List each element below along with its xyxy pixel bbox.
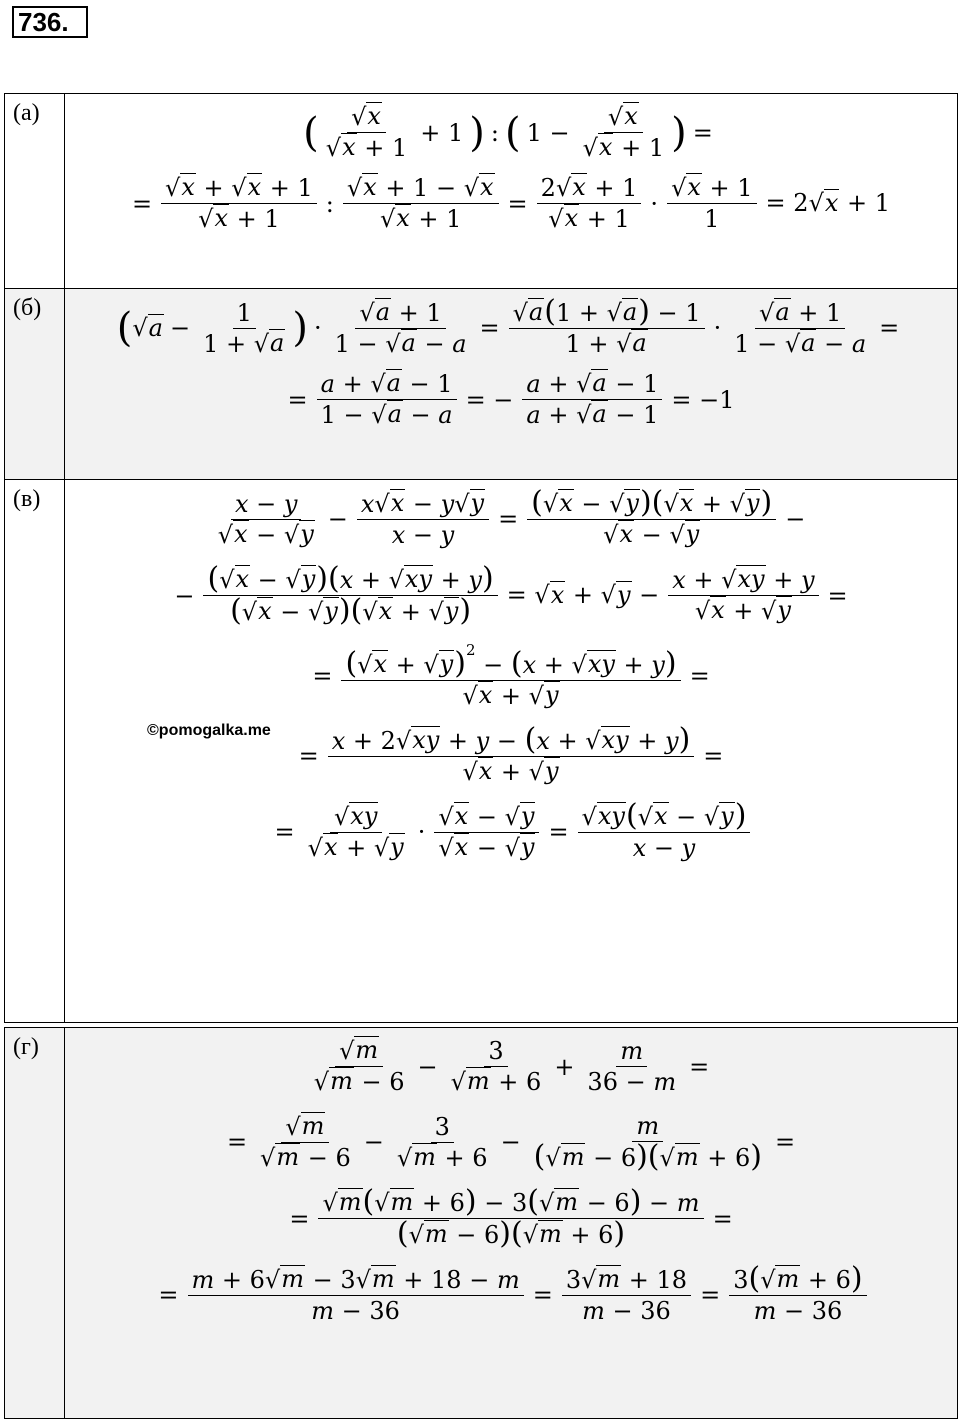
solution-row-c [5,480,958,1023]
row-label-d: (г) [5,1028,65,1419]
math-line: = √ x + √ x + 1 √ x + 1 : √ x + 1 − √ x √ x + 1 = 2 √ x + 1 √ x + 1 · √ x + 1 1 = 2 √ x + 1 [131,173,891,233]
math-line: = √ xy √ x + √ y · √ x − √ y √ x − √ y = √ xy ( √ x − √ y ) x − y [71,801,951,863]
math-line: = √ m ( √ m + 6) − 3( √ m − 6) − m ( √ m − 6)( √ m + 6) = [289,1184,733,1251]
math-line: = x + 2 √ xy + y − (x + √ xy + y) √ x + √ y = [298,722,724,786]
watermark: ©pomogalka.me [147,722,271,739]
row-math-c [65,480,958,1023]
math-line: = a + √ a − 1 1 − √ a − a = − a + √ a − 1 a + √ a − 1 = −1 [287,369,735,429]
solution-table [4,93,958,1419]
math-line: = ( √ x + √ y )$^2$ − (x + √ xy + y) √ x + √ y = [312,641,710,710]
math-line: = √ m √ m − 6 − 3 √ m + 6 − m ( √ m − 6)( √ m + 6) = [226,1111,796,1174]
solution-row-b [5,289,958,480]
solution-row-a [5,94,958,289]
problem-number: 736. [12,6,88,38]
row-label-a: (а) [5,94,65,289]
solution-row-d [5,1028,958,1419]
math-line: = m + 6 √ m − 3 √ m + 18 − m m − 36 = 3 √ m + 18 m − 36 = 3( √ m + 6) m − 36 [71,1264,951,1326]
row-math-b [65,289,958,480]
row-label-b: (б) [5,289,65,480]
math-line: ( √ a − 1 1 + √ a ) · √ a + 1 1 − √ a − a = √ a (1 + √ a ) − 1 1 + √ a · √ a + 1 1 − √ a − a = [116,294,900,358]
math-line: ( √ x √ x + 1 + 1 ) : ( 1 − √ x √ x + 1 ) = [303,102,713,162]
math-line: x − y √ x − √ y − x √ x − y √ y x − y = ( √ x − √ y )( √ x + √ y ) √ x − √ y − [217,485,806,549]
math-line: − ( √ x − √ y )(x + √ xy + y) ( √ x − √ y )( √ x + √ y ) = √ x + √ y − x + √ xy + y √ x + √ y = [174,561,848,628]
row-math-d [65,1028,958,1419]
row-label-c: (в) [5,480,65,1023]
math-line: √ m √ m − 6 − 3 √ m + 6 + $\frac{m}{36 - m}$ = [313,1036,710,1096]
row-math-a [65,94,958,289]
